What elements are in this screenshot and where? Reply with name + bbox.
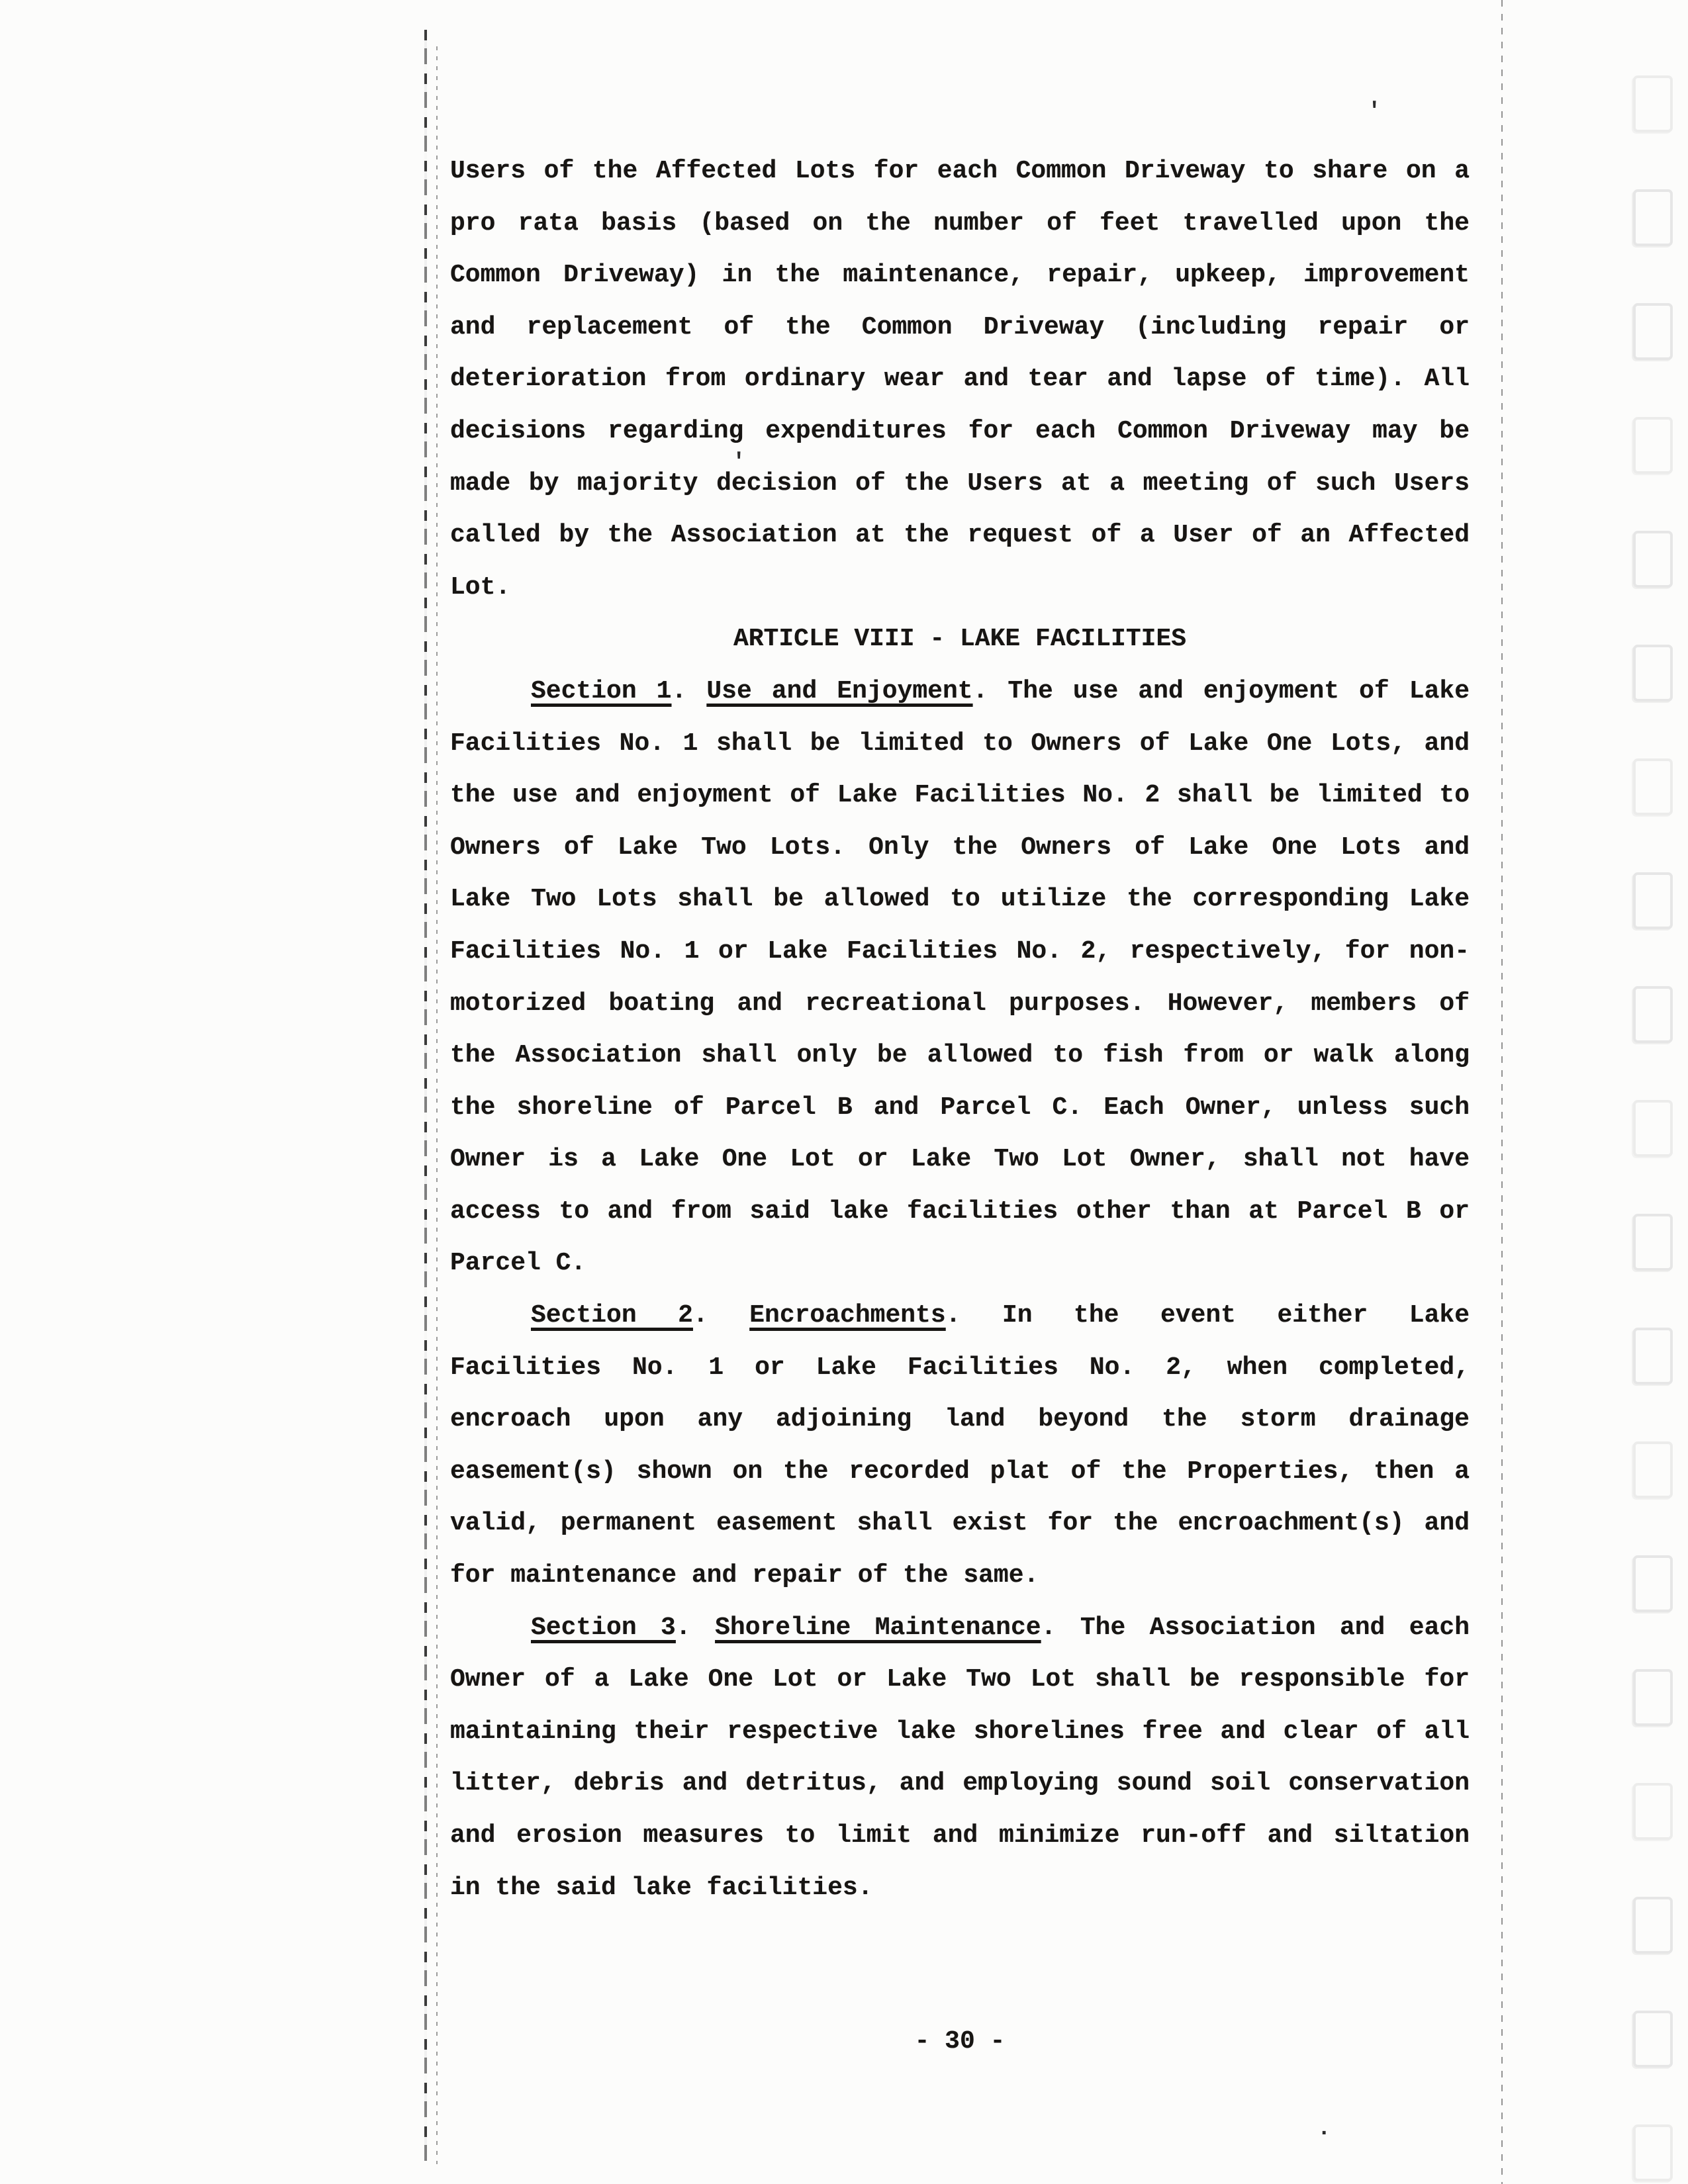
text-line xyxy=(450,353,1470,406)
binder-punch-mark xyxy=(1633,2124,1673,2181)
right-margin-rule xyxy=(1501,0,1503,2184)
text-line xyxy=(450,1394,1470,1446)
binder-punch-mark xyxy=(1633,1100,1673,1157)
underlined-text-segment: Section 1 xyxy=(531,676,672,705)
binder-punch-mark xyxy=(1633,303,1673,360)
text-line xyxy=(450,1706,1470,1758)
text-segment: the Association shall only be allowed to fish from or walk along xyxy=(450,1041,1470,1070)
text-segment: Facilities No. 1 or Lake Facilities No. 2, when completed, xyxy=(450,1353,1470,1382)
underlined-text-segment: Section 3 xyxy=(531,1613,676,1642)
left-margin-rule-secondary xyxy=(436,46,438,2164)
binder-punch-mark xyxy=(1633,2011,1673,2068)
binder-punch-mark xyxy=(1633,645,1673,702)
text-segment: . The Association and each xyxy=(1041,1613,1470,1642)
text-segment: . xyxy=(692,1301,750,1330)
text-line xyxy=(450,250,1470,302)
text-line xyxy=(450,1654,1470,1706)
text-segment: Parcel C. xyxy=(450,1249,586,1278)
text-segment: . The use and enjoyment of Lake xyxy=(972,676,1470,705)
text-segment: Facilities No. 1 shall be limited to Owners of Lake One Lots, and xyxy=(450,729,1470,758)
text-segment: . xyxy=(675,1613,716,1642)
text-segment: Users of the Affected Lots for each Common Driveway to share on a xyxy=(450,157,1470,185)
text-line xyxy=(450,1602,1470,1655)
text-line xyxy=(450,666,1470,718)
text-segment: . In the event either Lake xyxy=(945,1301,1470,1330)
binder-punch-mark xyxy=(1633,1897,1673,1954)
text-line xyxy=(450,614,1470,666)
text-line xyxy=(450,458,1470,510)
text-line xyxy=(450,562,1470,614)
binder-punch-mark xyxy=(1633,986,1673,1043)
text-segment: in the said lake facilities. xyxy=(450,1873,873,1902)
scan-speck: ' xyxy=(732,450,746,475)
text-segment: Owners of Lake Two Lots. Only the Owners of Lake One Lots and xyxy=(450,833,1470,862)
text-line xyxy=(450,1758,1470,1810)
text-segment: . xyxy=(671,676,707,705)
text-line xyxy=(450,406,1470,458)
text-line xyxy=(450,1498,1470,1550)
text-segment: valid, permanent easement shall exist for the encroachment(s) and xyxy=(450,1509,1470,1538)
binder-punch-mark xyxy=(1633,758,1673,815)
text-line xyxy=(450,1238,1470,1290)
text-segment: ARTICLE VIII - LAKE FACILITIES xyxy=(733,625,1187,654)
text-line xyxy=(450,718,1470,770)
text-line xyxy=(450,1030,1470,1082)
text-segment: litter, debris and detritus, and employing sound soil conservation xyxy=(450,1769,1470,1798)
text-segment: the use and enjoyment of Lake Facilities No. 2 shall be limited to xyxy=(450,781,1470,810)
text-segment: encroach upon any adjoining land beyond the storm drainage xyxy=(450,1405,1470,1434)
text-line xyxy=(450,1134,1470,1186)
binder-punch-mark xyxy=(1633,189,1673,246)
text-line xyxy=(450,146,1470,198)
text-segment: deterioration from ordinary wear and tear and lapse of time). All xyxy=(450,365,1470,394)
text-segment: called by the Association at the request of a User of an Affected xyxy=(450,521,1470,550)
binder-punch-mark xyxy=(1633,531,1673,588)
text-line xyxy=(450,1290,1470,1342)
text-segment: access to and from said lake facilities other than at Parcel B or xyxy=(450,1197,1470,1226)
binder-punch-mark xyxy=(1633,1555,1673,1612)
text-line xyxy=(450,1862,1470,1915)
text-segment: Common Driveway) in the maintenance, repair, upkeep, improvement xyxy=(450,261,1470,290)
underlined-text-segment: Use and Enjoyment xyxy=(706,676,973,705)
text-segment: for maintenance and repair of the same. xyxy=(450,1561,1039,1590)
text-segment: the shoreline of Parcel B and Parcel C. Each Owner, unless such xyxy=(450,1093,1470,1122)
text-line xyxy=(450,1550,1470,1602)
text-segment: Owner is a Lake One Lot or Lake Two Lot Owner, shall not have xyxy=(450,1145,1470,1174)
text-line xyxy=(450,198,1470,250)
binder-punch-mark xyxy=(1633,1214,1673,1271)
text-segment: Facilities No. 1 or Lake Facilities No. 2, respectively, for non- xyxy=(450,936,1470,966)
text-segment: Owner of a Lake One Lot or Lake Two Lot shall be responsible for xyxy=(450,1665,1470,1694)
binder-punch-mark xyxy=(1633,1328,1673,1385)
text-line xyxy=(450,1082,1470,1134)
text-segment: and replacement of the Common Driveway (including repair or xyxy=(450,312,1470,341)
text-line xyxy=(450,770,1470,822)
binder-punch-mark xyxy=(1633,1669,1673,1726)
binder-punch-mark xyxy=(1633,417,1673,474)
text-line xyxy=(450,874,1470,926)
page-number: - 30 - xyxy=(914,2027,1006,2056)
binder-punch-mark xyxy=(1633,872,1673,929)
text-segment: motorized boating and recreational purposes. However, members of xyxy=(450,989,1470,1018)
binder-punch-mark xyxy=(1633,1783,1673,1840)
document-text-block xyxy=(450,146,1470,1914)
underlined-text-segment: Section 2 xyxy=(531,1301,693,1330)
text-segment: Lot. xyxy=(450,572,511,602)
text-line xyxy=(450,1810,1470,1862)
text-line xyxy=(450,1342,1470,1394)
text-line xyxy=(450,1186,1470,1238)
text-line xyxy=(450,302,1470,354)
text-segment: maintaining their respective lake shorelines free and clear of all xyxy=(450,1717,1470,1746)
scan-speck: . xyxy=(1317,2116,1331,2142)
binder-punch-mark xyxy=(1633,1441,1673,1498)
text-segment: made by majority decision of the Users at a meeting of such Users xyxy=(450,469,1470,498)
underlined-text-segment: Shoreline Maintenance xyxy=(715,1613,1041,1642)
text-line xyxy=(450,510,1470,562)
text-segment: pro rata basis (based on the number of feet travelled upon the xyxy=(450,208,1470,238)
text-segment: Lake Two Lots shall be allowed to utilize the corresponding Lake xyxy=(450,885,1470,914)
text-line xyxy=(450,978,1470,1030)
text-line xyxy=(450,1446,1470,1498)
left-margin-rule xyxy=(424,30,427,2161)
scan-speck: ' xyxy=(1368,99,1382,124)
text-segment: decisions regarding expenditures for each Common Driveway may be xyxy=(450,416,1470,445)
text-line xyxy=(450,926,1470,978)
text-segment: and erosion measures to limit and minimize run-off and siltation xyxy=(450,1821,1470,1850)
text-line xyxy=(450,822,1470,874)
binder-punch-mark xyxy=(1633,75,1673,132)
text-segment: easement(s) shown on the recorded plat of the Properties, then a xyxy=(450,1457,1470,1486)
underlined-text-segment: Encroachments xyxy=(749,1301,946,1330)
